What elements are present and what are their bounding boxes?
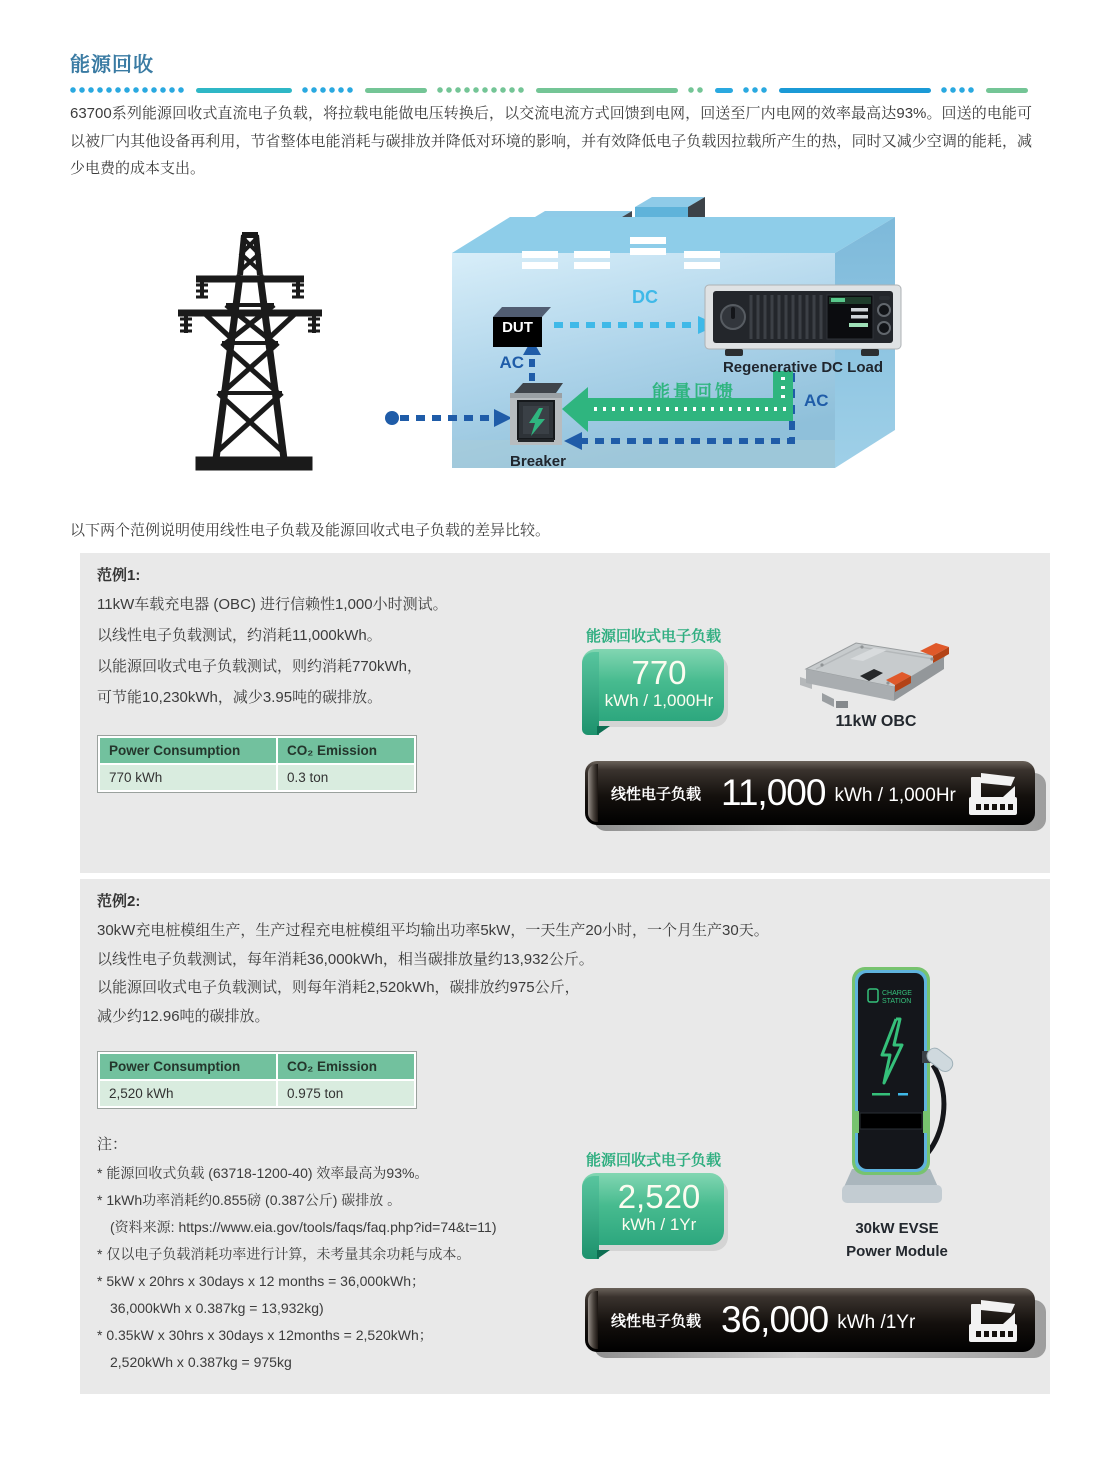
notes-list	[97, 1160, 497, 1376]
example-1-heading: 范例1:	[97, 567, 141, 584]
factory-icon	[967, 771, 1019, 815]
example-2-text	[97, 917, 769, 1031]
table-header: CO₂ Emission	[278, 738, 414, 763]
breaker-label: Breaker	[510, 453, 566, 470]
note-line: * 5kW x 20hrs x 30days x 12 months = 36,000kWh；	[97, 1273, 425, 1289]
note-line: * 仅以电子负载消耗功率进行计算，未考量其余功耗与成本。	[97, 1246, 471, 1262]
ac-label-left: AC	[499, 353, 524, 372]
table-cell: 0.3 ton	[278, 765, 414, 790]
bar-unit: kWh /1Yr	[837, 1312, 916, 1333]
ac-label-right: AC	[804, 391, 829, 410]
intro-paragraph: 63700系列能源回收式直流电子负载，将拉载电能做电压转换后，以交流电流方式回馈到电网，回送至厂内电网的效率最高达93%。回送的电能可以被厂内其他设备再利用，节省整体电能消耗与碳排放并降低对环境的影响，并有效降低电子负载因拉载所产生的热，同时又减少空调的能耗，减少电费的成本支出。	[70, 105, 1032, 177]
text-line: 减少约12.96吨的碳排放。	[97, 1007, 270, 1025]
table-header: Power Consumption	[100, 738, 276, 763]
evse-logo-line1: CHARGE	[882, 990, 912, 997]
text-line: 30kW充电桩模组生产，生产过程充电桩模组平均输出功率5kW，一天生产20小时，一个月生产30天。	[97, 922, 769, 939]
linear-load-bar	[585, 761, 1035, 825]
obc-illustration	[792, 635, 960, 715]
text-line: 以能源回收式电子负载测试，则每年消耗2,520kWh，碳排放约975公斤，	[97, 979, 580, 996]
diagram-arrows	[70, 195, 1050, 520]
badge-unit: kWh / 1,000Hr	[604, 691, 714, 710]
table-cell: 0.975 ton	[278, 1081, 414, 1106]
note-line: (资料来源: https://www.eia.gov/tools/faqs/faq.php?id=74&t=11)	[110, 1219, 497, 1235]
obc-device-label: 11kW OBC	[835, 713, 917, 730]
example-1-text	[97, 589, 448, 713]
bar-label: 线性电子负载	[611, 1312, 702, 1330]
example-2-heading: 范例2:	[97, 893, 141, 910]
notes-title: 注：	[97, 1136, 128, 1153]
regen-badge-label: 能源回收式电子负载	[586, 1152, 722, 1169]
page-title: 能源回收	[70, 54, 154, 76]
text-line: 11kW车载充电器 (OBC) 进行信赖性1,000小时测试。	[97, 596, 448, 613]
regenerative-dc-load-label: Regenerative DC Load	[722, 359, 884, 376]
dut-label: DUT	[502, 319, 533, 336]
bar-label: 线性电子负载	[611, 785, 702, 803]
note-line: * 1kWh功率消耗约0.855磅 (0.387公斤) 碳排放 。	[97, 1192, 402, 1208]
regen-energy-badge	[582, 649, 724, 721]
dotted-divider	[70, 87, 1028, 93]
bar-unit: kWh / 1,000Hr	[834, 785, 956, 806]
evse-illustration	[838, 963, 958, 1218]
bar-value: 36,000	[721, 1299, 829, 1340]
breaker-illustration	[508, 381, 568, 451]
example-2-box	[80, 879, 1050, 1394]
energy-feedback-label: 能量回馈	[652, 382, 736, 402]
badge-unit: kWh / 1Yr	[621, 1215, 697, 1234]
badge-value: 770	[631, 654, 687, 691]
dut-box	[493, 307, 551, 347]
note-line: 36,000kWh x 0.387kg = 13,932kg)	[110, 1300, 324, 1316]
bar-value: 11,000	[721, 772, 826, 813]
text-line: 可节能10,230kWh，减少3.95吨的碳排放。	[97, 689, 383, 706]
regen-badge-label: 能源回收式电子负载	[586, 628, 722, 645]
table-cell: 770 kWh	[100, 765, 276, 790]
example-1-box	[80, 553, 1050, 873]
energy-recycle-diagram	[70, 195, 1050, 520]
factory-icon	[967, 1298, 1019, 1342]
linear-load-bar	[585, 1288, 1035, 1352]
comparison-table	[97, 1051, 417, 1109]
evse-logo-line2: STATION	[882, 998, 912, 1005]
compare-intro: 以下两个范例说明使用线性电子负载及能源回收式电子负载的差异比较。	[70, 522, 551, 539]
regen-energy-badge	[582, 1173, 724, 1245]
regenerative-dc-load-illustration	[703, 279, 903, 359]
comparison-table	[97, 735, 417, 793]
note-line: 2,520kWh x 0.387kg = 975kg	[110, 1354, 292, 1370]
text-line: 以线性电子负载测试，每年消耗36,000kWh，相当碳排放量约13,932公斤。	[97, 950, 594, 968]
dc-label: DC	[632, 287, 658, 307]
note-line: * 0.35kW x 30hrs x 30days x 12months = 2,520kWh；	[97, 1327, 433, 1343]
text-line: 以能源回收式电子负载测试，则约消耗770kWh，	[97, 658, 423, 675]
evse-device-label: 30kW EVSE Power Module	[846, 1220, 948, 1260]
table-header: Power Consumption	[100, 1054, 276, 1079]
badge-value: 2,520	[617, 1178, 701, 1215]
note-line: * 能源回收式负载 (63718-1200-40) 效率最高为93%。	[97, 1165, 429, 1181]
text-line: 以线性电子负载测试，约消耗11,000kWh。	[97, 627, 382, 644]
table-header: CO₂ Emission	[278, 1054, 414, 1079]
table-cell: 2,520 kWh	[100, 1081, 276, 1106]
